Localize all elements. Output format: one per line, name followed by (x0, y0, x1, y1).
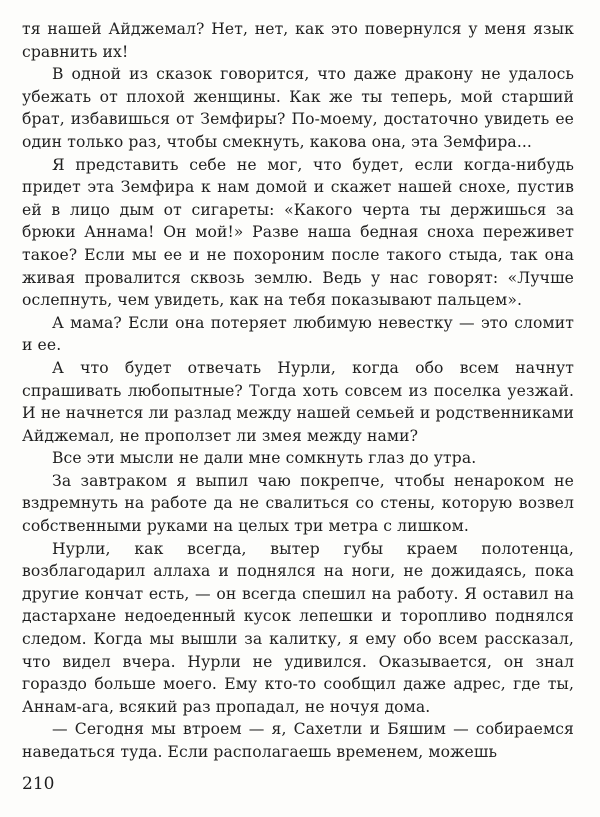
paragraph-2: В одной из сказок говорится, что даже дракону не удалось убежать от плохой женщины. Как же ты теперь, мой старший брат, избавишься от Земфиры? По-моему, достаточно увидеть ее один только раз, чтобы смекнуть, какова она, эта Земфира... (22, 65, 574, 151)
body-text (22, 18, 574, 764)
paragraph-5: А что будет отвечать Нурли, когда обо всем начнут спрашивать любопытные? Тогда хоть совсем из поселка уезжай. И не начнется ли разлад между нашей семьей и родственниками Айджемал, не проползет ли змея между нами? (22, 358, 574, 445)
paragraph-6: Все эти мысли не дали мне сомкнуть глаз до утра. (52, 449, 477, 468)
paragraph-8: Нурли, как всегда, вытер губы краем полотенца, возблагодарил аллаха и поднялся на ноги, не дожидаясь, пока другие кончат есть, — он всегда спешил на работу. Я оставил на дастархане недоеденный кусок лепешки и торопливо поднялся следом. Когда мы вышли за калитку, я ему обо всем рассказал, что видел вчера. Нурли не удивился. Оказывается, он знал гораздо больше моего. Ему кто-то сообщил даже адрес, где ты, Аннам-ага, всякий раз пропадал, не ночуя дома. (22, 539, 574, 716)
paragraph-3: Я представить себе не мог, что будет, если когда-нибудь придет эта Земфира к нам домой и скажет нашей снохе, пустив ей в лицо дым от сигареты: «Какого черта ты держишься за брюки Аннама! Он мой!» Разве наша бедная сноха переживет такое? Если мы ее и не похороним после такого стыда, так она живая провалится сквозь землю. Ведь у нас говорят: «Лучше ослепнуть, чем увидеть, как на тебя показывают пальцем». (22, 155, 574, 310)
paragraph-1: тя нашей Айджемал? Нет, нет, как это повернулся у меня язык сравнить их! (22, 20, 574, 61)
paragraph-7: За завтраком я выпил чаю покрепче, чтобы ненароком не вздремнуть на работе да не свалиться со стены, которую возвел собственными руками на целых три метра с лишком. (22, 471, 574, 536)
paragraph-9: — Сегодня мы втроем — я, Сахетли и Бяшим — собираемся наведаться туда. Если располагаешь временем, можешь (22, 720, 574, 761)
page-number: 210 (22, 774, 55, 794)
paragraph-4: А мама? Если она потеряет любимую невестку — это сломит и ее. (22, 313, 574, 355)
